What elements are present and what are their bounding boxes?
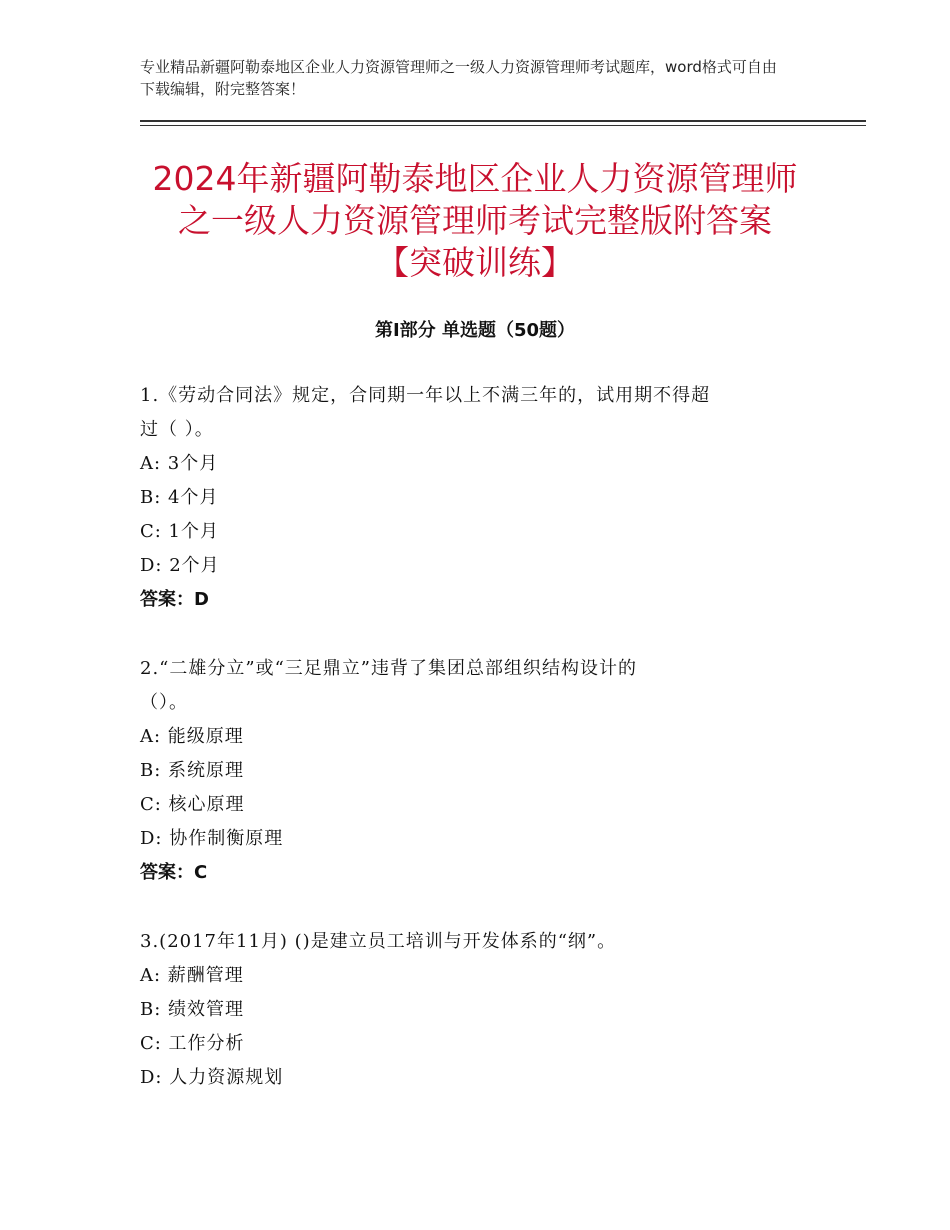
question-1 [140,379,820,617]
question-3-option-b: B: 绩效管理 [140,999,245,1020]
question-3-option-d: D: 人力资源规划 [140,1067,284,1088]
question-3-stem-line-1: 3.(2017年11月) ()是建立员工培训与开发体系的“纲”。 [140,931,617,952]
question-2 [140,652,820,890]
section-heading: 第Ⅰ部分 单选题（50题） [374,320,575,341]
document-title [100,158,850,284]
question-2-stem-line-1: 2.“二雄分立”或“三足鼎立”违背了集团总部组织结构设计的 [140,658,637,679]
header-note: 专业精品新疆阿勒泰地区企业人力资源管理师之一级人力资源管理师考试题库，word格式可自由下载编辑，附完整答案！ [140,58,777,98]
question-1-option-b: B: 4个月 [140,487,219,508]
header-divider-thick [140,120,866,122]
question-3 [140,925,820,1095]
question-2-option-b: B: 系统原理 [140,760,245,781]
question-1-option-d: D: 2个月 [140,555,220,576]
question-2-option-d: D: 协作制衡原理 [140,828,284,849]
question-2-option-c: C: 核心原理 [140,794,245,815]
title-line-2: 之一级人力资源管理师考试完整版附答案 [178,201,772,240]
question-1-stem-line-1: 1.《劳动合同法》规定，合同期一年以上不满三年的，试用期不得超 [140,385,711,406]
question-2-option-a: A: 能级原理 [140,726,244,747]
question-2-answer: 答案：C [140,862,208,883]
question-2-stem-line-2: （）。 [140,692,188,713]
question-3-option-a: A: 薪酬管理 [140,965,244,986]
question-1-option-a: A: 3个月 [140,453,219,474]
question-1-option-c: C: 1个月 [140,521,220,542]
question-1-stem-line-2: 过（ ）。 [140,419,214,440]
question-3-option-c: C: 工作分析 [140,1033,245,1054]
question-1-answer: 答案：D [140,589,209,610]
title-line-1: 2024年新疆阿勒泰地区企业人力资源管理师 [152,159,798,198]
title-line-3: 【突破训练】 [376,243,574,282]
header-divider-thin [140,125,866,126]
